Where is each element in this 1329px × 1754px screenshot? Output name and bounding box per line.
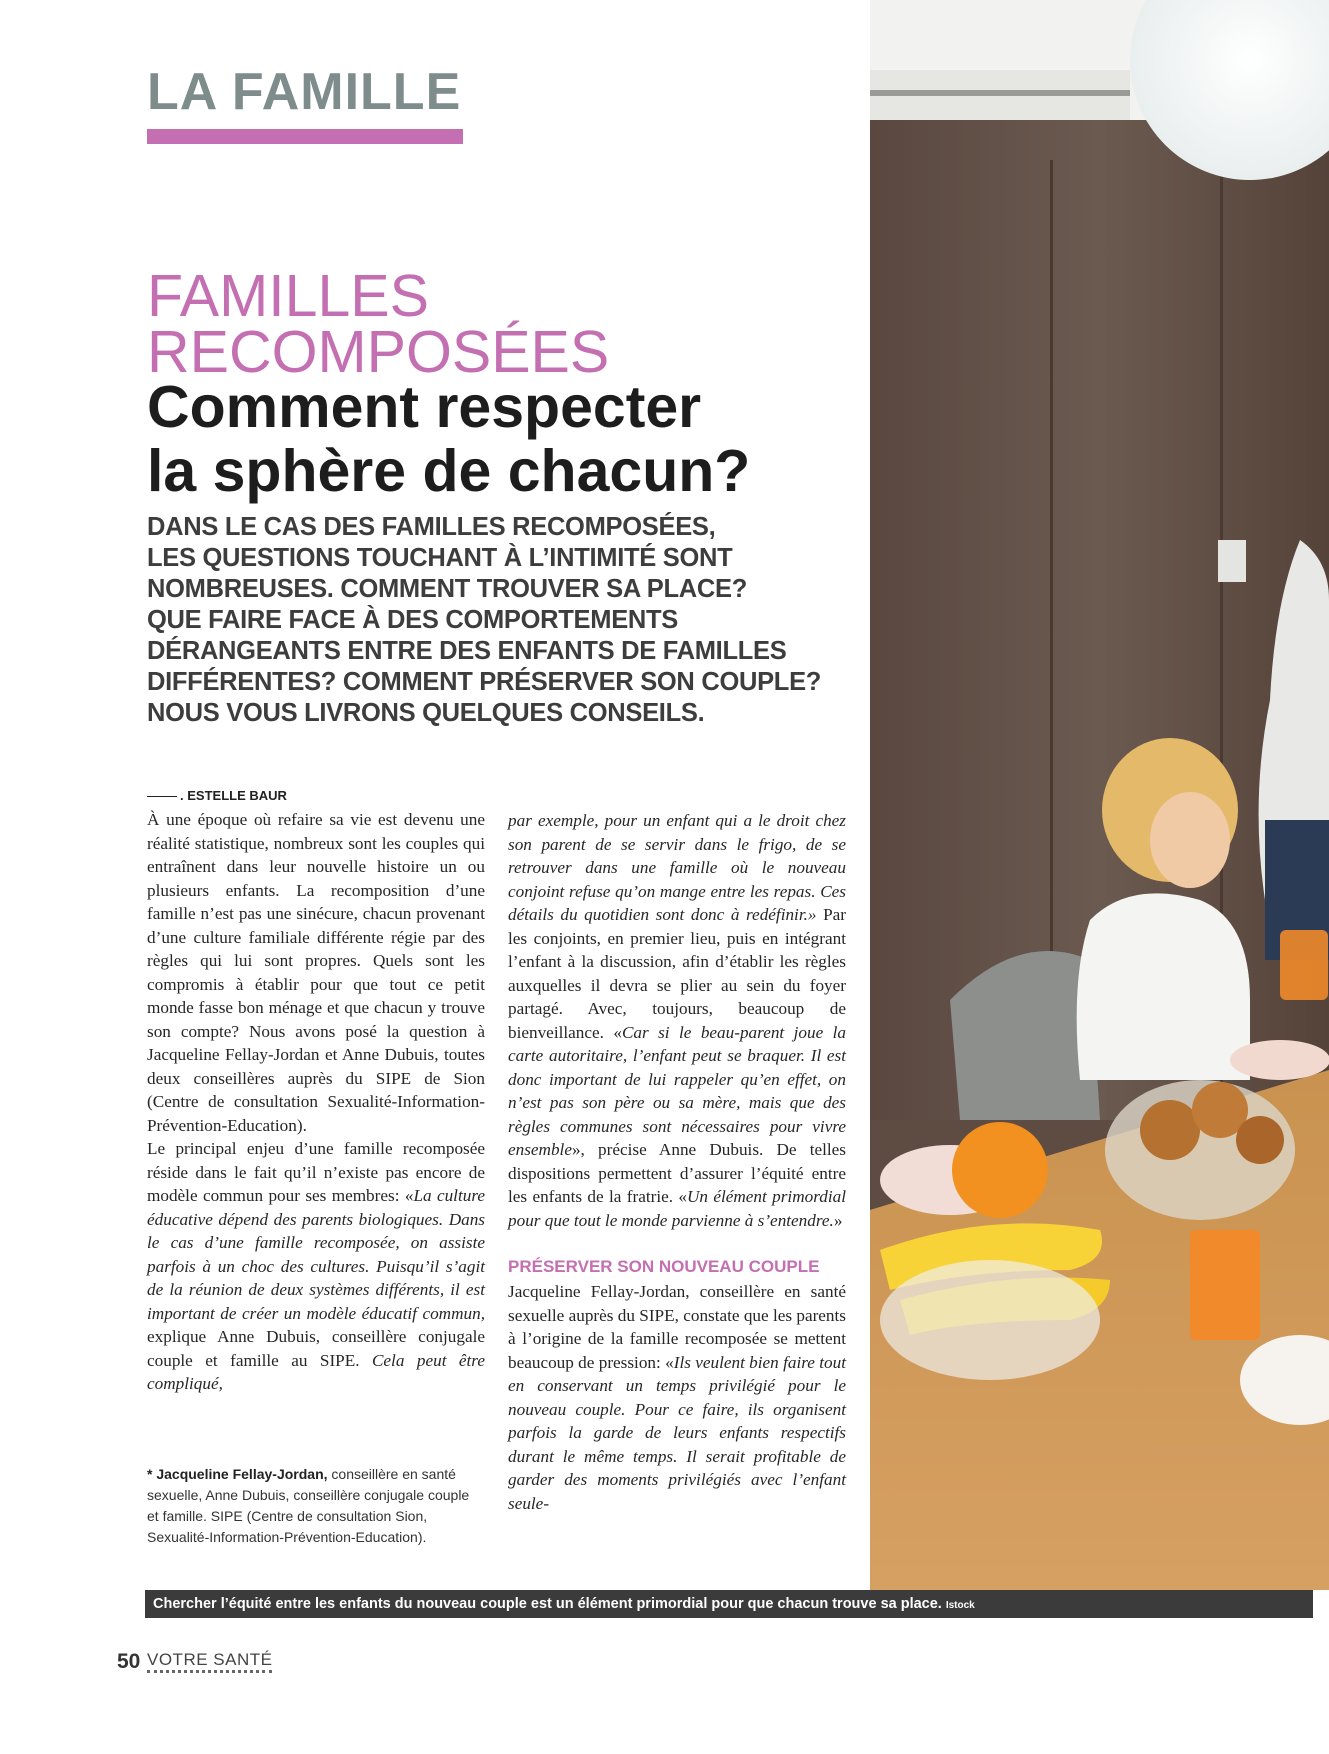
paragraph-text: À une époque où refaire sa vie est devenu une réalité statistique, nombreux sont les couples qui entraînent dans leur nouvelle histoire un ou plusieurs enfants. La recomposition d’une famille n’est pas une sinécure, chacun provenant d’une culture familiale différente régie par des règles qui lui sont propres. Quels sont les compromis à établir pour que tout ce petit monde fasse bon ménage et que chacun y trouve son compte? Nous avons posé la question à Jacqueline Fellay-Jordan et Anne Dubuis, toutes deux conseillères auprès du SIPE de Sion (Centre de consultation Sexualité-Information-Prévention-Education). bbox=[147, 810, 485, 1135]
article-headline bbox=[147, 375, 847, 503]
article-photo bbox=[870, 0, 1329, 1590]
byline-dash bbox=[147, 796, 177, 797]
section-title: LA FAMILLE bbox=[147, 63, 462, 121]
paragraph bbox=[508, 809, 846, 1232]
quote-text: Un élément primordial pour que tout le monde parvienne à s’entendre. bbox=[508, 1187, 846, 1230]
body-column-1 bbox=[147, 808, 485, 1396]
magazine-name: VOTRE SANTÉ bbox=[147, 1650, 272, 1673]
paragraph bbox=[508, 1280, 846, 1515]
paragraph-text: », précise Anne Dubuis. De telles dispositions permettent d’assurer l’équité entre les enfants de la fratrie. « bbox=[508, 1140, 846, 1206]
article-lead bbox=[147, 512, 822, 729]
paragraph-text: explique Anne Dubuis, conseillère conjugale couple et famille au SIPE. bbox=[147, 1327, 485, 1370]
photo-credit: Istock bbox=[945, 1600, 975, 1611]
paragraph bbox=[147, 1137, 485, 1396]
lead-line: LES QUESTIONS TOUCHANT À L’INTIMITÉ SONT bbox=[147, 544, 733, 572]
lead-line: DÉRANGEANTS ENTRE DES ENFANTS DE FAMILLES bbox=[147, 637, 787, 665]
family-kitchen-photo bbox=[870, 0, 1329, 1590]
paragraph-text: Le principal enjeu d’une famille recomposée réside dans le fait qu’il n’existe pas encore de modèle commun pour ses membres: « bbox=[147, 1139, 485, 1205]
paragraph-text: » bbox=[833, 1210, 843, 1230]
lead-line: DANS LE CAS DES FAMILLES RECOMPOSÉES, bbox=[147, 513, 716, 541]
caption-text: Chercher l’équité entre les enfants du nouveau couple est un élément primordial pour que chacun trouve sa place. bbox=[153, 1596, 942, 1612]
paragraph-text: Jacqueline Fellay-Jordan, conseillère en santé sexuelle auprès du SIPE, constate que les parents à l’origine de la famille recomposée se mettent beaucoup de pression: « bbox=[508, 1282, 846, 1372]
lead-line: NOMBREUSES. COMMENT TROUVER SA PLACE? bbox=[147, 575, 747, 603]
paragraph-text: Par les conjoints, en premier lieu, puis en intégrant l’enfant à la discussion, afin d’établir les règles auxquelles il devra se plier au sein du foyer partagé. Avec, toujours, beaucoup de bienveillance. « bbox=[508, 905, 846, 1042]
quote-text: La culture éducative dépend des parents biologiques. Dans le cas d’une famille recomposée, on assiste parfois à un choc des cultures. Puisqu’il s’agit de la réunion de deux systèmes différents, il est important de créer un modèle éducatif commun, bbox=[147, 1186, 485, 1323]
byline: . ESTELLE BAUR bbox=[147, 788, 287, 804]
footnote bbox=[147, 1464, 477, 1548]
kicker-line: RECOMPOSÉES bbox=[147, 319, 610, 385]
subheading: PRÉSERVER SON NOUVEAU COUPLE bbox=[508, 1257, 820, 1276]
headline-line: Comment respecter bbox=[147, 374, 702, 440]
article-kicker bbox=[147, 263, 727, 385]
section-underline bbox=[147, 129, 463, 144]
photo-caption bbox=[153, 1593, 975, 1617]
body-column-2 bbox=[508, 809, 846, 1515]
quote-text: Cela peut être compliqué, bbox=[147, 1350, 485, 1393]
lead-line: DIFFÉRENTES? COMMENT PRÉSERVER SON COUPLE? bbox=[147, 668, 822, 696]
lead-line: QUE FAIRE FACE À DES COMPORTEMENTS bbox=[147, 606, 679, 634]
quote-text: Car si le beau-parent joue la carte autoritaire, l’enfant peut se braquer. Il est donc important de lui rappeler qu’en effet, on n’est pas son père ou sa mère, mais que des règles communes sont nécessaires pour vivre ensemble bbox=[508, 1022, 846, 1159]
quote-text: Ils veulent bien faire tout en conservant un temps privilégié pour le nouveau couple. Pour ce faire, ils organisent parfois la garde de leurs enfants respectifs durant le même temps. Il serait profitable de garder des moments privilégiés avec l’enfant seule- bbox=[508, 1352, 846, 1513]
author-name: ESTELLE BAUR bbox=[187, 788, 287, 803]
footnote-name: * Jacqueline Fellay-Jordan, bbox=[147, 1466, 328, 1482]
paragraph bbox=[147, 808, 485, 1137]
footnote-text: conseillère en santé sexuelle, Anne Dubuis, conseillère conjugale couple et famille. SIPE (Centre de consultation Sion, Sexualité-Information-Prévention-Education). bbox=[147, 1466, 470, 1545]
kicker-line: FAMILLES bbox=[147, 263, 430, 329]
quote-text: par exemple, pour un enfant qui a le droit chez son parent de se servir dans le frigo, de se retrouver dans une famille où le nouveau conjoint refuse qu’on mange entre les repas. Ces détails du quotidien sont donc à redéfinir.» bbox=[508, 811, 846, 924]
page-number: 50 bbox=[117, 1650, 141, 1673]
headline-line: la sphère de chacun? bbox=[147, 438, 751, 504]
lead-line: NOUS VOUS LIVRONS QUELQUES CONSEILS. bbox=[147, 699, 705, 727]
